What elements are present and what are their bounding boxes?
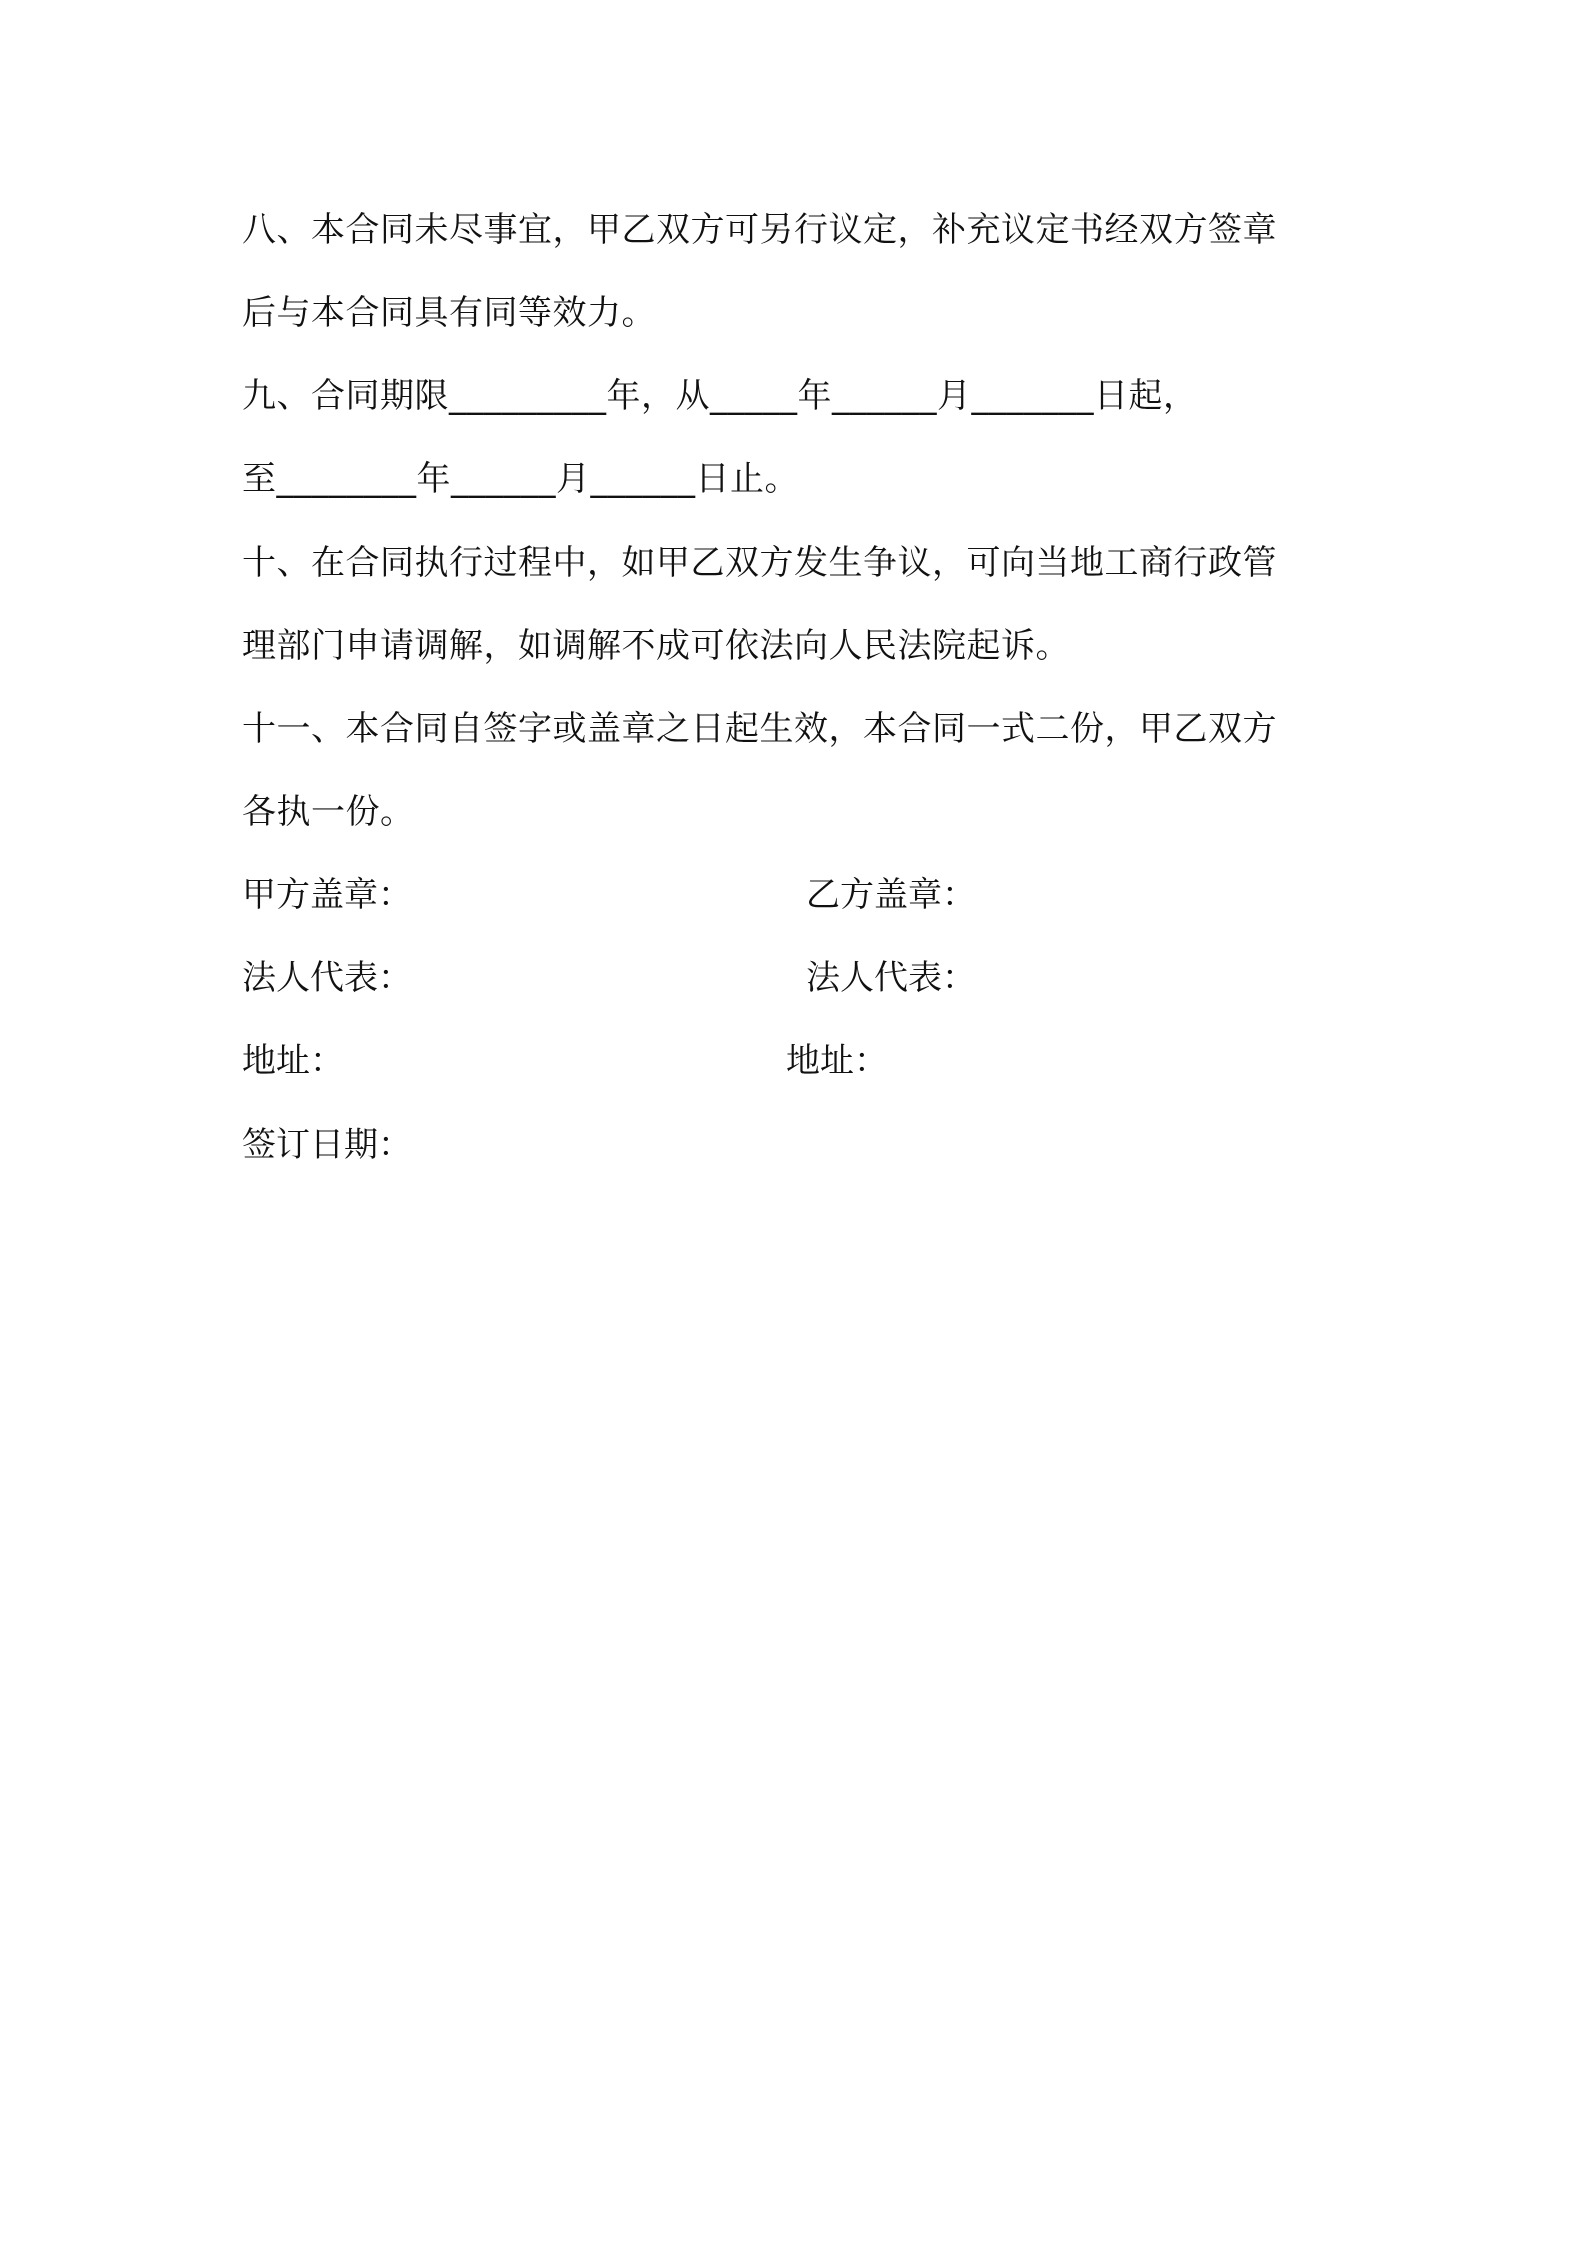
clause-10-line-1: 十、在合同执行过程中，如甲乙双方发生争议，可向当地工商行政管 (242, 543, 1277, 583)
party-b-seal-label: 乙方盖章： (806, 875, 976, 915)
clause-11-line-2: 各执一份。 (242, 792, 415, 832)
party-a-address-label: 地址： (242, 1041, 344, 1081)
party-b-address-label: 地址： (786, 1041, 888, 1081)
clause-11-line-1: 十一、本合同自签字或盖章之日起生效，本合同一式二份，甲乙双方 (242, 709, 1277, 749)
clause-10-line-2: 理部门申请调解，如调解不成可依法向人民法院起诉。 (242, 626, 1070, 666)
party-a-rep-label: 法人代表： (242, 958, 412, 998)
party-a-seal-label: 甲方盖章： (242, 875, 412, 915)
clause-8-line-1: 八、本合同未尽事宜，甲乙双方可另行议定，补充议定书经双方签章 (242, 210, 1277, 250)
party-b-rep-label: 法人代表： (806, 958, 976, 998)
clause-9-line-1: 九、合同期限_________年，从_____年______月_______日起， (242, 376, 1198, 416)
clause-9-line-2: 至________年______月______日止。 (242, 459, 799, 499)
clause-8-line-2: 后与本合同具有同等效力。 (242, 293, 656, 333)
sign-date-label: 签订日期： (242, 1125, 412, 1165)
